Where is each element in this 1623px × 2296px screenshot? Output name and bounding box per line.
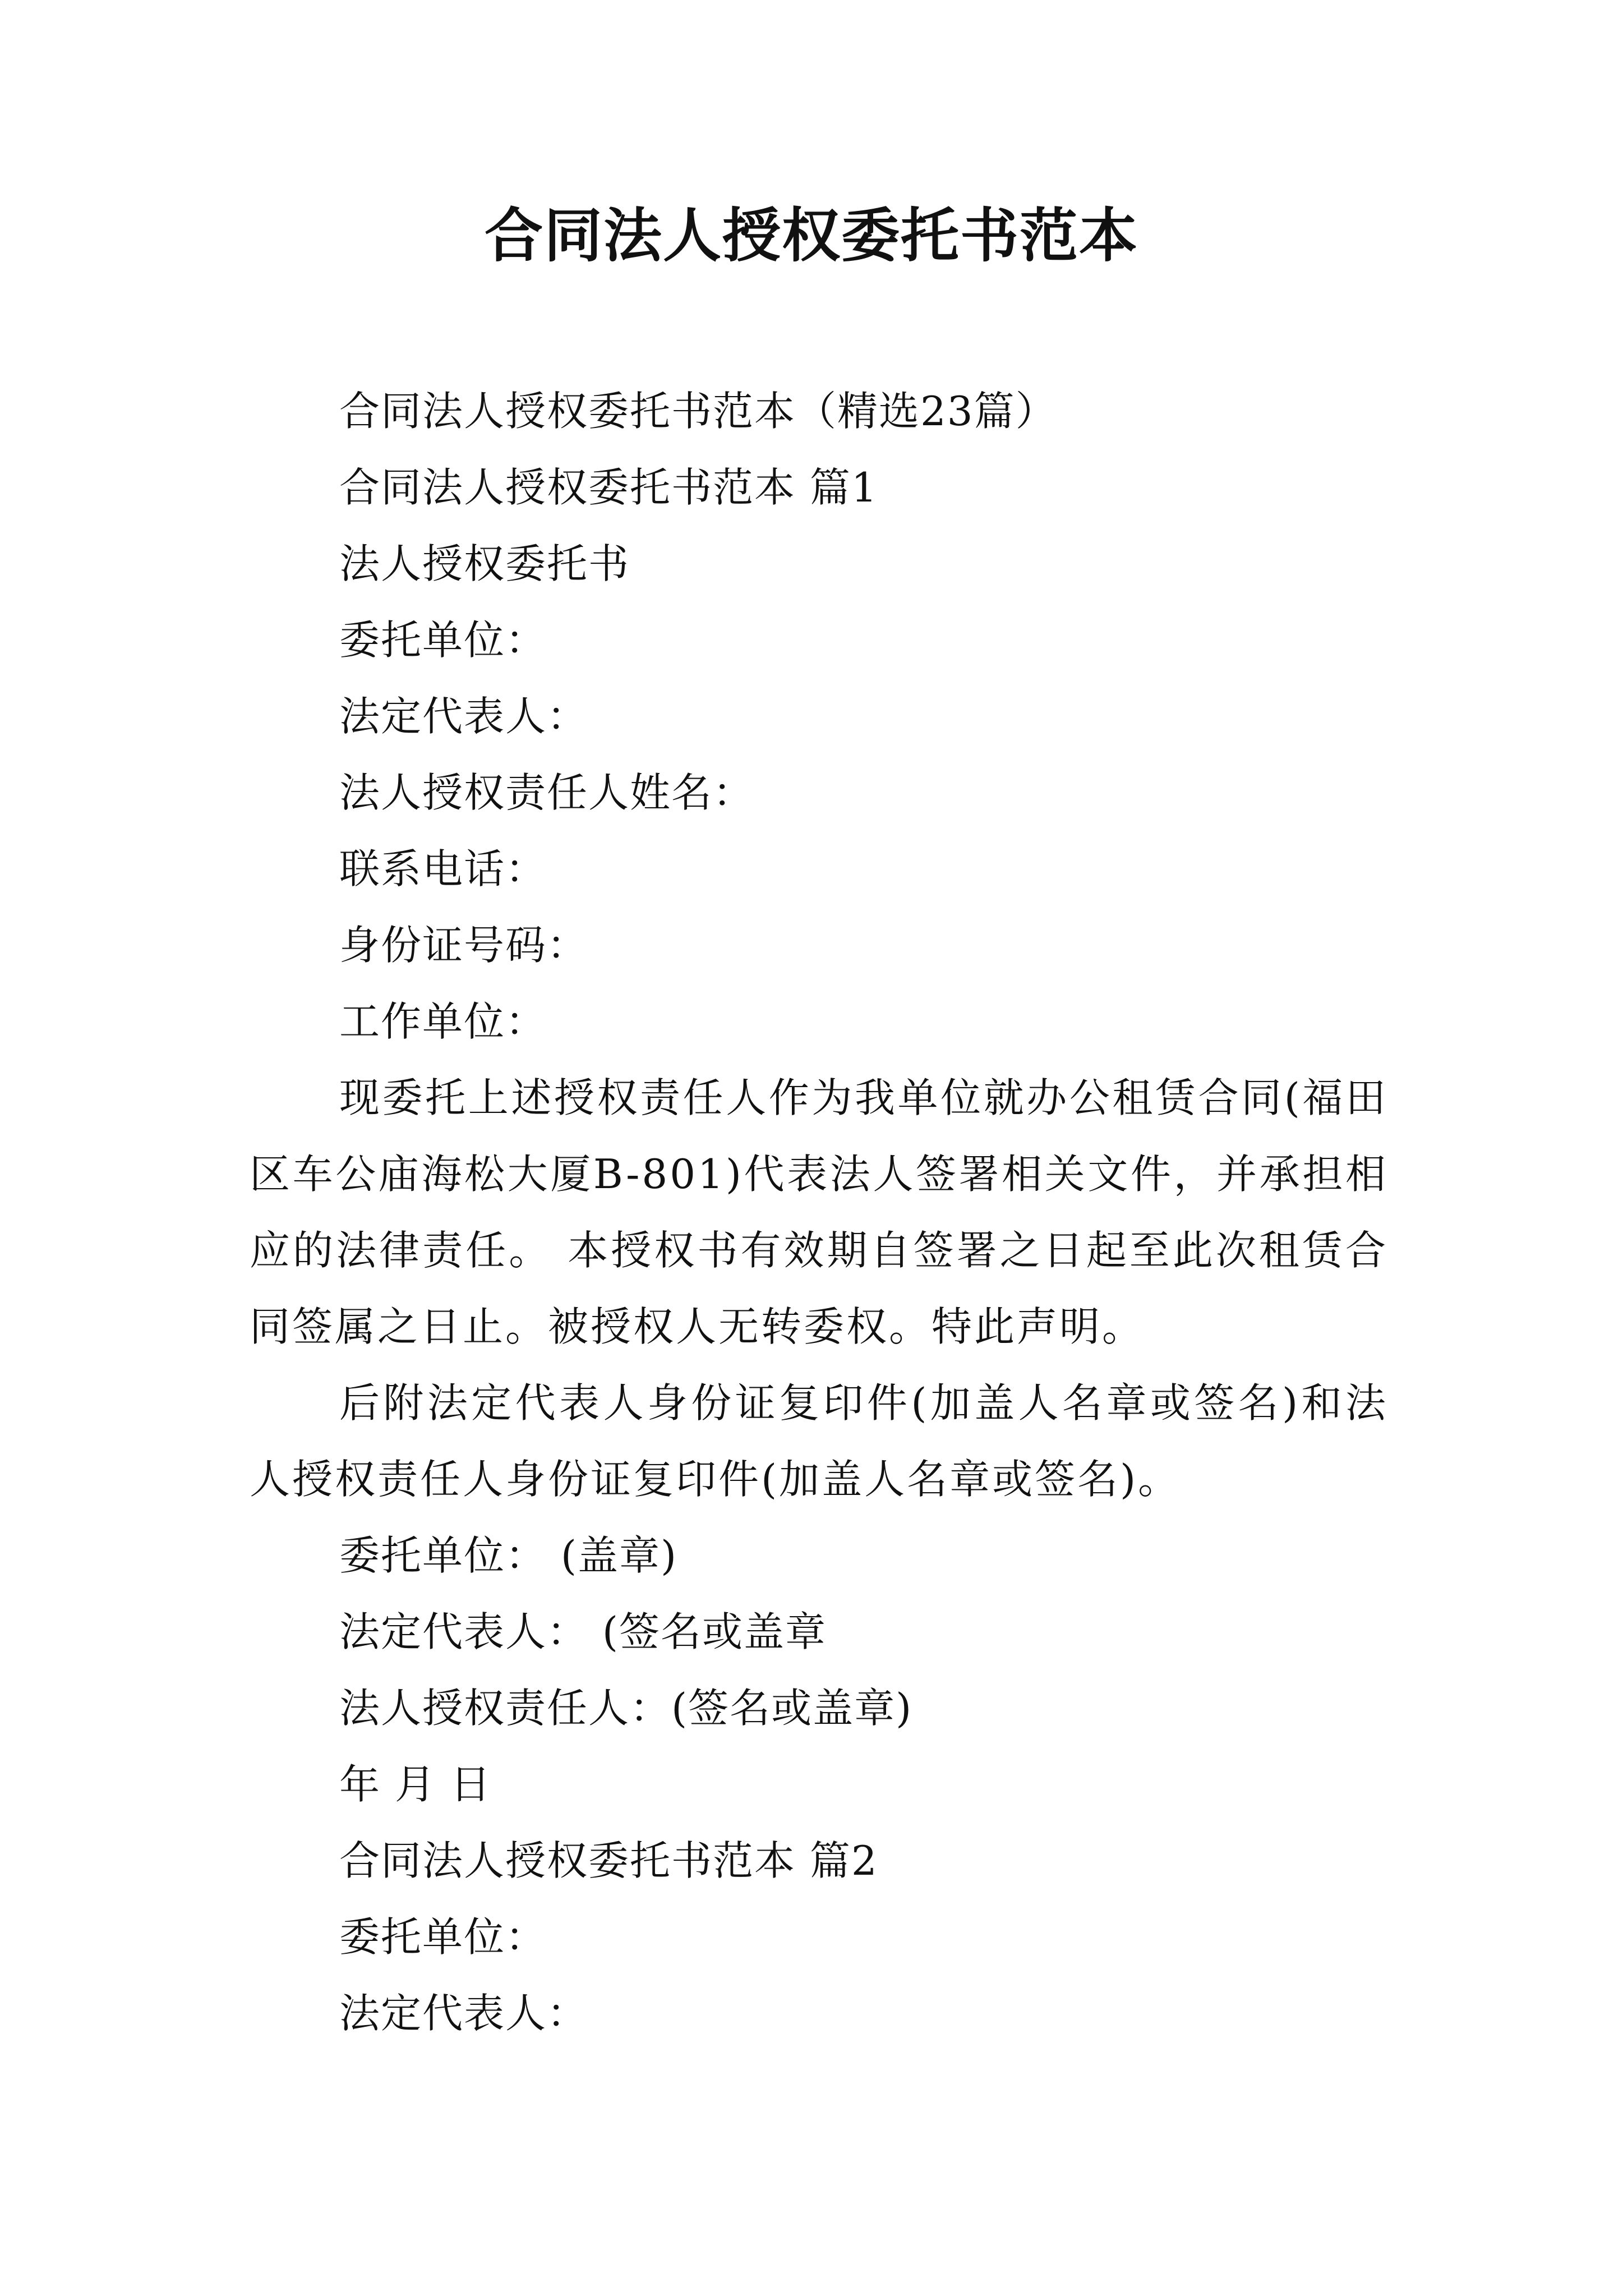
form-heading: 法人授权委托书 [339, 540, 630, 587]
signature-entrusting-unit: 委托单位： (盖章) [339, 1532, 678, 1579]
authorization-paragraph: 现委托上述授权责任人作为我单位就办公租赁合同(福田区车公庙海松大厦B-801)代表法人签署相关文件，并承担相应的法律责任。 本授权书有效期自签署之日起至此次租赁合同签属之日止。被授权人无转委权。特此声明。 [250, 1074, 1388, 1350]
field-legal-representative: 法定代表人： [339, 693, 589, 740]
section-2-heading: 合同法人授权委托书范本 篇2 [339, 1837, 878, 1884]
section-2-field-entrusting-unit: 委托单位： [339, 1913, 547, 1961]
attachment-paragraph: 后附法定代表人身份证复印件(加盖人名章或签名)和法人授权责任人身份证复印件(加盖人名章或签名)。 [250, 1379, 1388, 1503]
field-phone: 联系电话： [339, 845, 547, 892]
field-work-unit: 工作单位： [339, 998, 547, 1045]
document-body [250, 373, 1388, 2051]
field-entrusting-unit: 委托单位： [339, 616, 547, 664]
signature-legal-representative: 法定代表人： (签名或盖章 [339, 1608, 827, 1655]
field-authorized-person-name: 法人授权责任人姓名： [339, 769, 755, 816]
section-1-heading: 合同法人授权委托书范本 篇1 [339, 464, 878, 511]
section-2-field-legal-representative: 法定代表人： [339, 1990, 589, 2037]
field-id-number: 身份证号码： [339, 922, 589, 969]
signature-authorized-person: 法人授权责任人：(签名或盖章) [339, 1685, 913, 1732]
signature-date: 年 月 日 [339, 1761, 492, 1808]
document-title: 合同法人授权委托书范本 [484, 201, 1138, 270]
subtitle-line: 合同法人授权委托书范本（精选23篇） [339, 388, 1057, 435]
